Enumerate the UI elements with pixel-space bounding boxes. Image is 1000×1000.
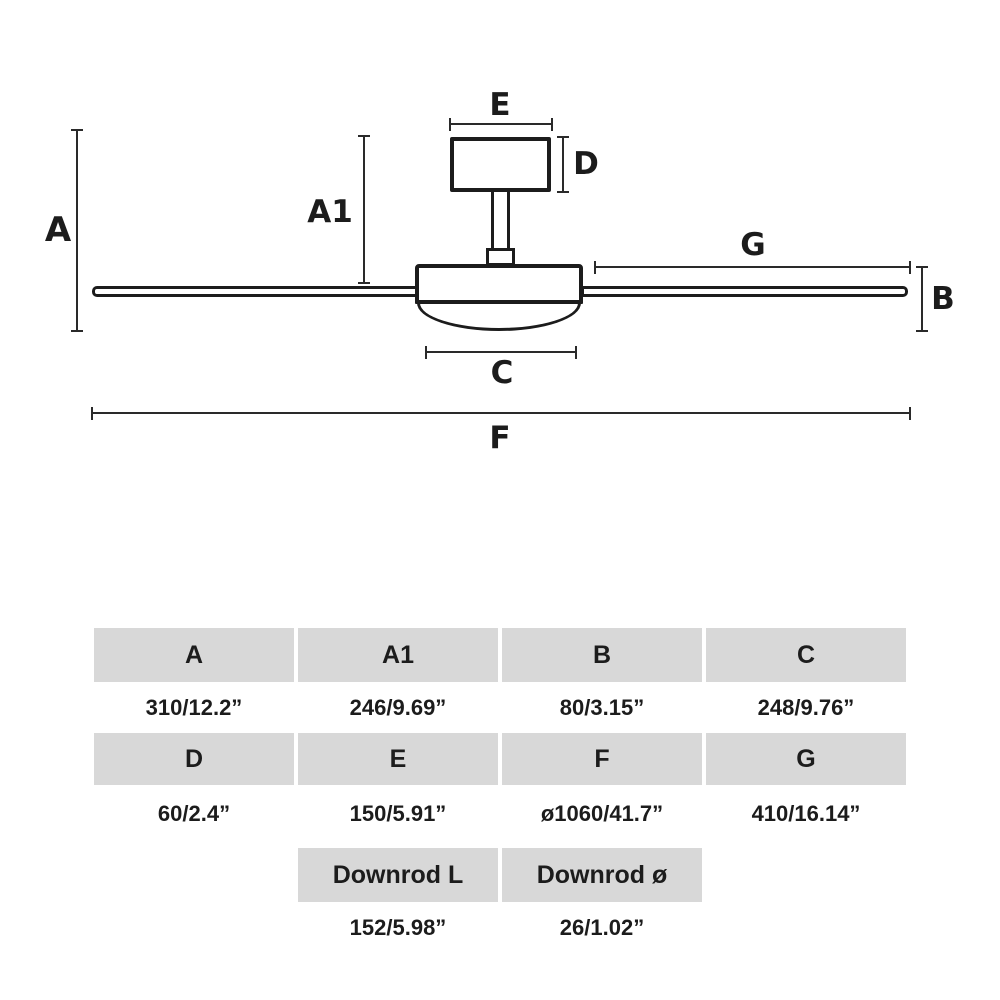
fan-light-dome — [417, 300, 581, 331]
col-header: B — [502, 628, 702, 682]
dimension-value: ø1060/41.7” — [502, 785, 702, 842]
dim-cap — [425, 346, 427, 359]
dim-cap — [557, 191, 569, 193]
dim-line-b — [921, 267, 923, 331]
fan-diagram — [0, 0, 1000, 470]
dimension-value: 60/2.4” — [94, 785, 294, 842]
dim-cap — [909, 261, 911, 274]
table-value-row — [94, 785, 906, 842]
col-header: A — [94, 628, 294, 682]
fan-canopy — [450, 137, 551, 192]
dim-line-a1 — [363, 136, 365, 283]
dim-cap — [557, 136, 569, 138]
table-header-row — [94, 628, 906, 682]
fan-downrod — [491, 189, 510, 251]
dim-cap — [91, 407, 93, 420]
table-value-row — [94, 682, 906, 733]
dimension-value: 246/9.69” — [298, 682, 498, 733]
dimension-value: 152/5.98” — [298, 902, 498, 954]
dim-cap — [551, 118, 553, 131]
col-header: A1 — [298, 628, 498, 682]
dim-line-g — [595, 266, 910, 268]
fan-blade-right — [581, 286, 908, 297]
col-header: D — [94, 733, 294, 785]
dimension-value: 410/16.14” — [706, 785, 906, 842]
table-header-row — [94, 733, 906, 785]
dim-cap — [916, 330, 928, 332]
dim-line-d — [562, 137, 564, 192]
dim-label-f: F — [489, 420, 511, 456]
dim-label-b: B — [931, 281, 955, 317]
dim-cap — [449, 118, 451, 131]
dim-cap — [71, 129, 83, 131]
dim-line-f — [92, 412, 910, 414]
col-header: C — [706, 628, 906, 682]
dim-cap — [575, 346, 577, 359]
table-header-row — [94, 848, 906, 902]
fan-blade-left — [92, 286, 419, 297]
col-header: F — [502, 733, 702, 785]
dim-cap — [358, 282, 370, 284]
dim-cap — [594, 261, 596, 274]
dim-cap — [358, 135, 370, 137]
dimension-value: 248/9.76” — [706, 682, 906, 733]
col-header-downrod-length: Downrod L — [298, 848, 498, 902]
dim-label-a1: A1 — [307, 194, 353, 230]
dim-cap — [916, 266, 928, 268]
fan-motor-housing — [415, 264, 583, 304]
dim-label-d: D — [573, 146, 599, 182]
dim-line-e — [450, 123, 552, 125]
dim-line-c — [426, 351, 576, 353]
dimension-value: 80/3.15” — [502, 682, 702, 733]
table-value-row — [94, 902, 906, 954]
dimension-value: 26/1.02” — [502, 902, 702, 954]
dimension-value: 310/12.2” — [94, 682, 294, 733]
dim-label-e: E — [489, 87, 511, 123]
spec-table — [94, 628, 906, 958]
dim-cap — [71, 330, 83, 332]
dim-label-c: C — [490, 355, 514, 391]
col-header-downrod-diameter: Downrod ø — [502, 848, 702, 902]
dim-cap — [909, 407, 911, 420]
dim-label-g: G — [740, 227, 766, 263]
dimension-value: 150/5.91” — [298, 785, 498, 842]
col-header: G — [706, 733, 906, 785]
dim-label-a: A — [44, 210, 72, 250]
col-header: E — [298, 733, 498, 785]
